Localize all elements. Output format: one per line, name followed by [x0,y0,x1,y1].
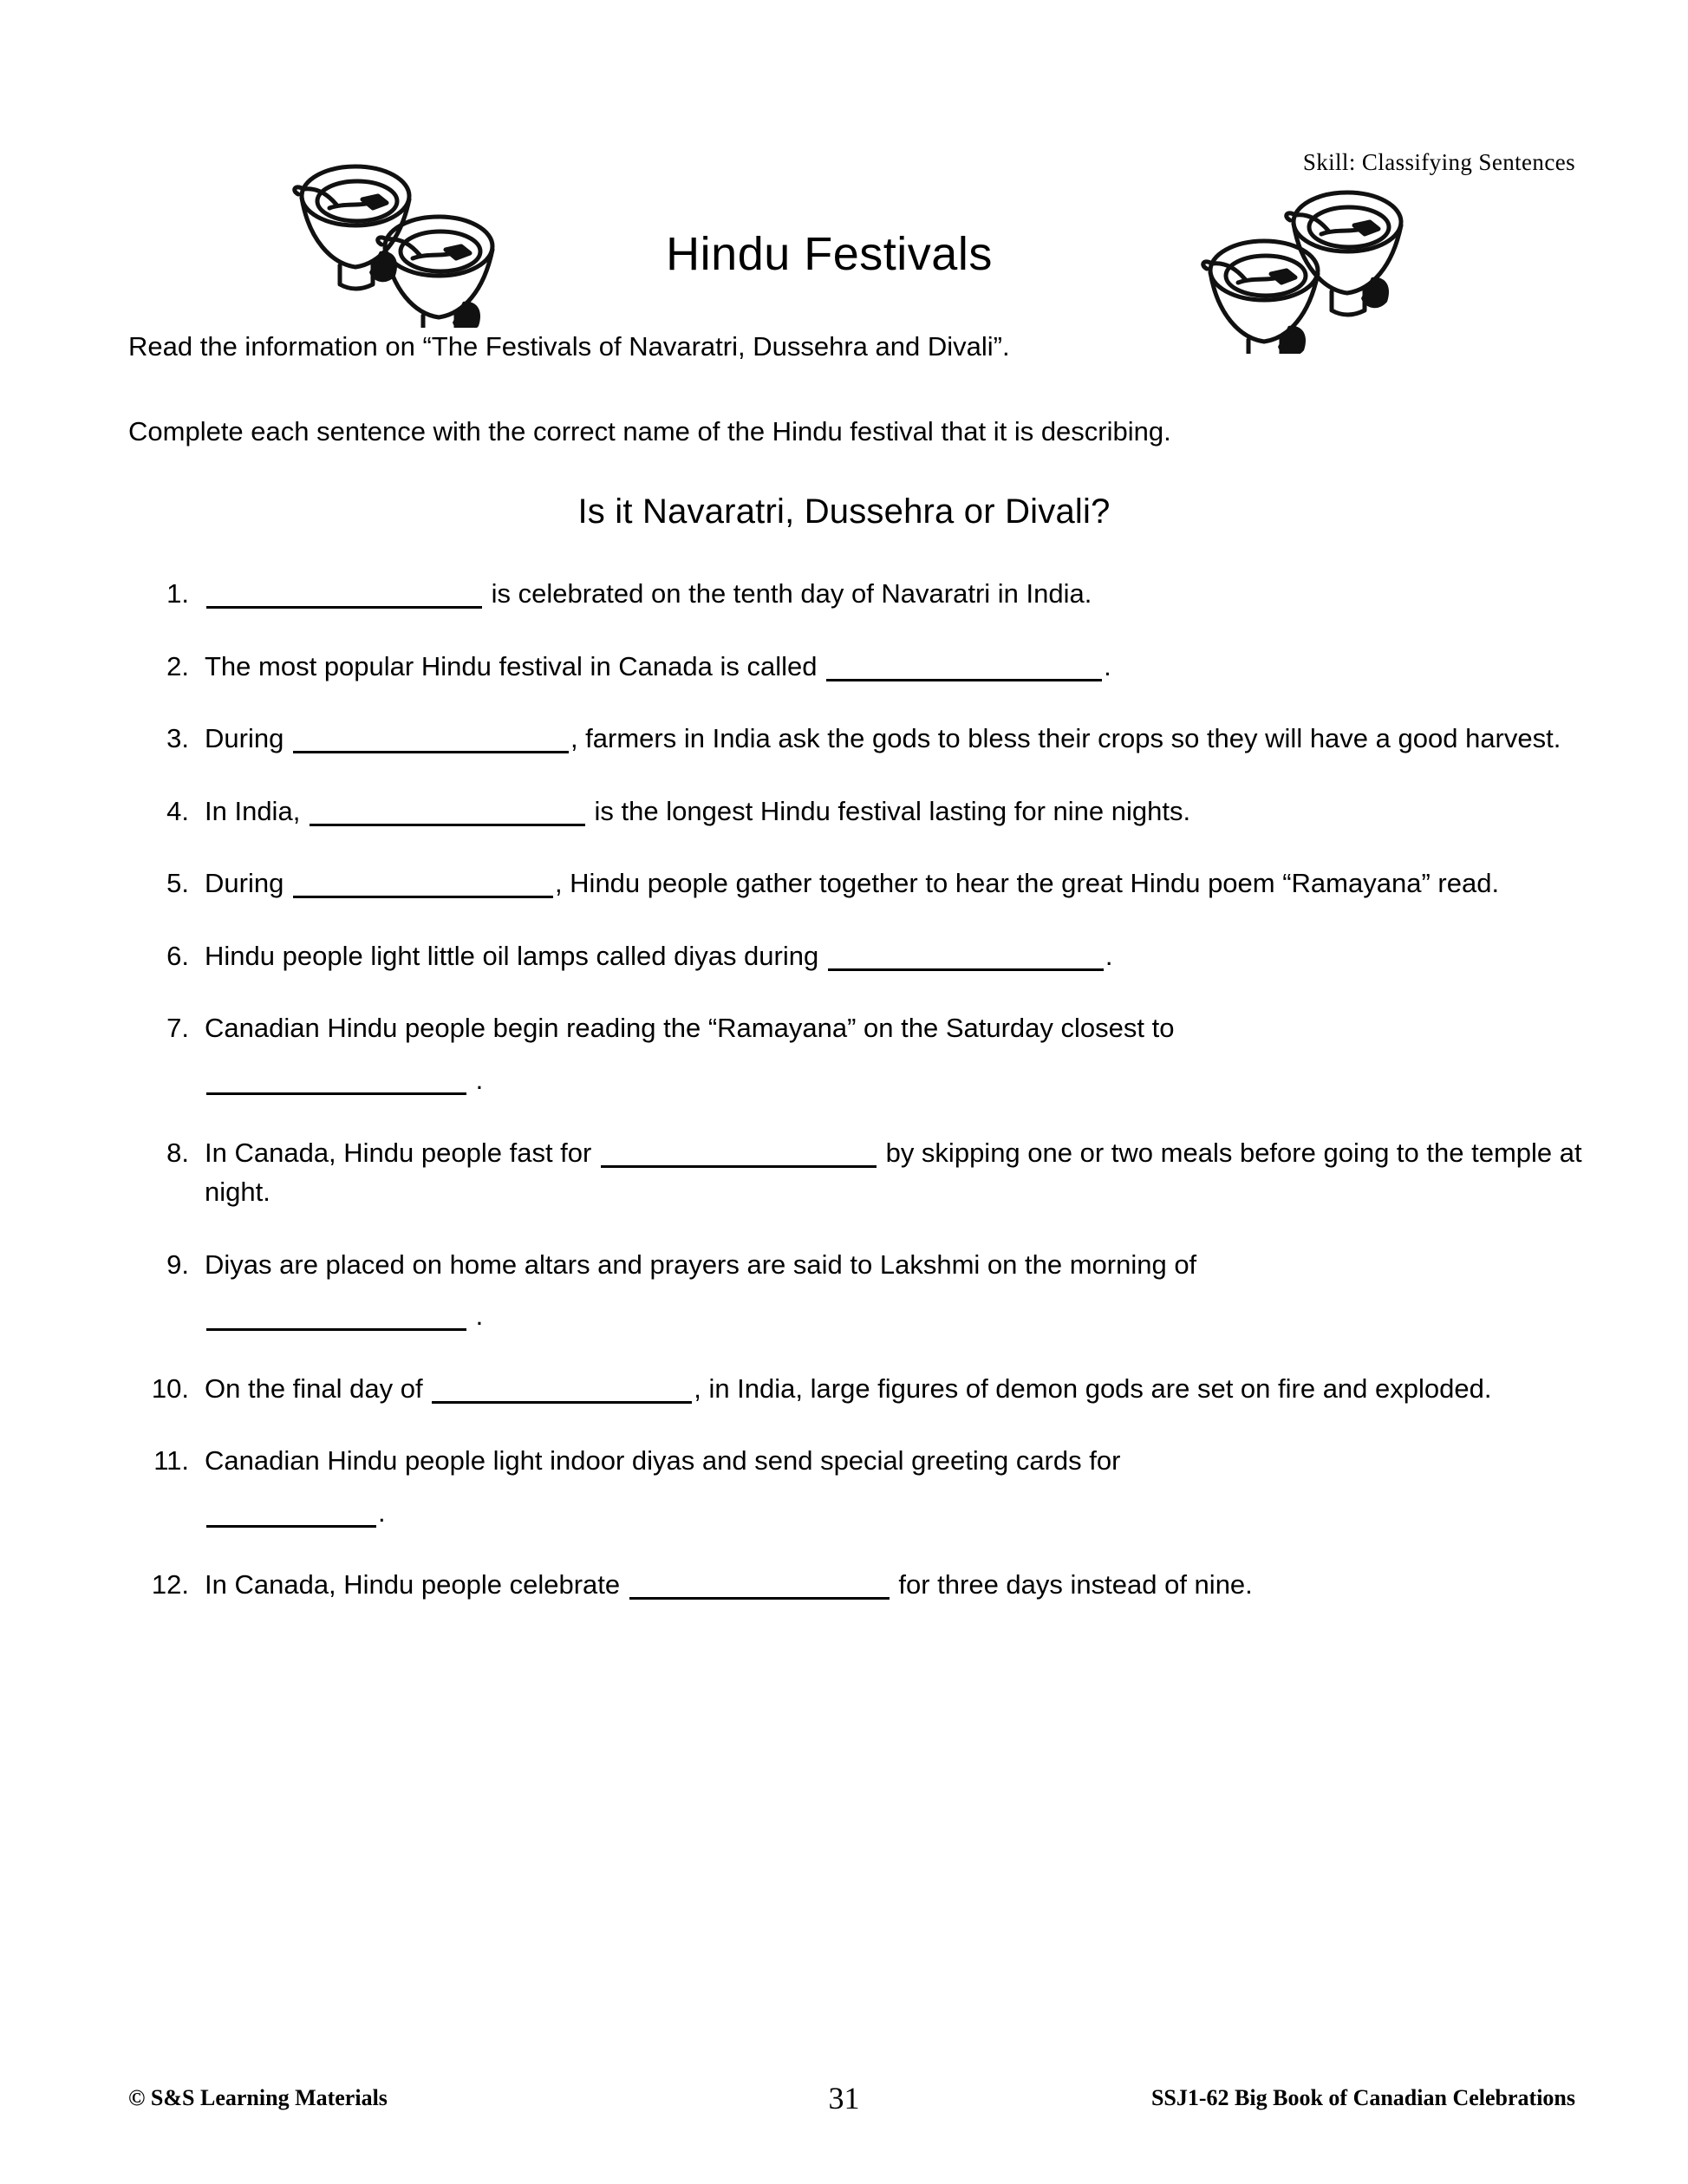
question-item [0,936,1688,976]
answer-blank[interactable] [629,1576,890,1600]
question-number: 6. [166,940,189,971]
question-text-before: During [205,723,291,754]
question-text-after: . [468,1064,484,1095]
question-text [205,1369,1593,1409]
page-title-text: Hindu Festivals [666,228,993,280]
question-number: 5. [166,868,189,899]
question-text-before: The most popular Hindu festival in Canada is called [205,650,825,681]
question-text-after: , in India, large figures of demon gods are set on fire and exploded. [694,1372,1492,1404]
question-text-before: In Canada, Hindu people celebrate [205,1569,628,1601]
question-text [205,936,1593,976]
question-text-after: for three days instead of nine. [890,1569,1253,1601]
question-text [205,864,1593,903]
answer-blank-row [205,1493,1593,1533]
answer-blank[interactable] [293,875,553,898]
question-item [0,1441,1688,1532]
question-item [0,1369,1688,1409]
question-text-before: On the final day of [205,1372,431,1404]
instruction-line-1: Read the information on “The Festivals of Navaratri, Dussehra and Divali”. [128,331,1010,362]
footer-book-reference: SSJ1-62 Big Book of Canadian Celebrations [1150,2085,1575,2110]
page-title [0,227,1688,281]
instruction-line-2: Complete each sentence with the correct name of the Hindu festival that it is describing. [128,416,1171,447]
question-item [0,1133,1688,1212]
question-number: 3. [166,723,189,754]
answer-blank[interactable] [206,1504,376,1528]
answer-blank[interactable] [310,803,585,826]
question-item [0,864,1688,903]
question-item [0,1008,1688,1099]
question-item [0,792,1688,831]
answer-blank[interactable] [601,1144,877,1168]
question-number: 2. [166,650,189,681]
question-text-after: , farmers in India ask the gods to bless their crops so they will have a good harvest. [570,723,1561,754]
question-text-after: . [1105,940,1113,971]
footer-copyright: © S&S Learning Materials [128,2085,388,2110]
question-number: 1. [166,578,189,609]
question-number: 9. [166,1248,189,1280]
question-text-after: . [378,1496,386,1528]
question-text-after: , Hindu people gather together to hear the great Hindu poem “Ramayana” read. [554,868,1500,899]
answer-blank-row [205,1060,1593,1100]
question-text-after: is the longest Hindu festival lasting for nine nights. [586,795,1191,826]
question-text-before: In Canada, Hindu people fast for [205,1137,599,1168]
question-item [0,1245,1688,1336]
question-text [205,792,1593,831]
answer-blank[interactable] [293,730,569,753]
page-footer [0,2081,1688,2120]
question-text-after: . [1104,650,1111,681]
question-text-before: Hindu people light little oil lamps called diyas during [205,940,826,971]
question-text [205,1565,1593,1605]
answer-blank[interactable] [206,1307,466,1331]
question-number: 10. [151,1372,189,1404]
question-text-before: During [205,868,291,899]
question-item [0,1565,1688,1605]
question-text-after: by skipping one or two meals before going to the temple at night. [205,1137,1582,1208]
question-text [205,1133,1593,1212]
question-item [0,574,1688,614]
question-list [0,574,1688,1638]
question-text-before: Diyas are placed on home altars and prayers are said to Lakshmi on the morning of [205,1248,1197,1280]
answer-blank[interactable] [206,585,482,609]
question-text [205,1008,1593,1099]
question-text [205,1245,1593,1336]
question-text [205,719,1593,759]
question-text-before: In India, [205,795,308,826]
question-text-after: . [468,1301,484,1332]
question-text-before: Canadian Hindu people begin reading the “Ramayana” on the Saturday closest to [205,1013,1175,1044]
question-number: 7. [166,1013,189,1044]
question-text [205,574,1593,614]
question-number: 11. [153,1445,189,1477]
footer-page-number: 31 [828,2081,860,2116]
question-text [205,1441,1593,1532]
question-number: 4. [166,795,189,826]
answer-blank[interactable] [432,1380,692,1404]
question-item [0,719,1688,759]
question-text-after: is celebrated on the tenth day of Navaratri in India. [484,578,1092,609]
subheading: Is it Navaratri, Dussehra or Divali? [577,492,1111,531]
question-item [0,647,1688,687]
answer-blank[interactable] [206,1072,466,1095]
answer-blank[interactable] [828,948,1104,971]
question-text [205,647,1593,687]
answer-blank-row [205,1296,1593,1336]
skill-label: Skill: Classifying Sentences [1302,149,1575,175]
question-text-before: Canadian Hindu people light indoor diyas and send special greeting cards for [205,1445,1121,1477]
question-number: 12. [151,1569,189,1601]
question-number: 8. [166,1137,189,1168]
answer-blank[interactable] [826,658,1102,681]
